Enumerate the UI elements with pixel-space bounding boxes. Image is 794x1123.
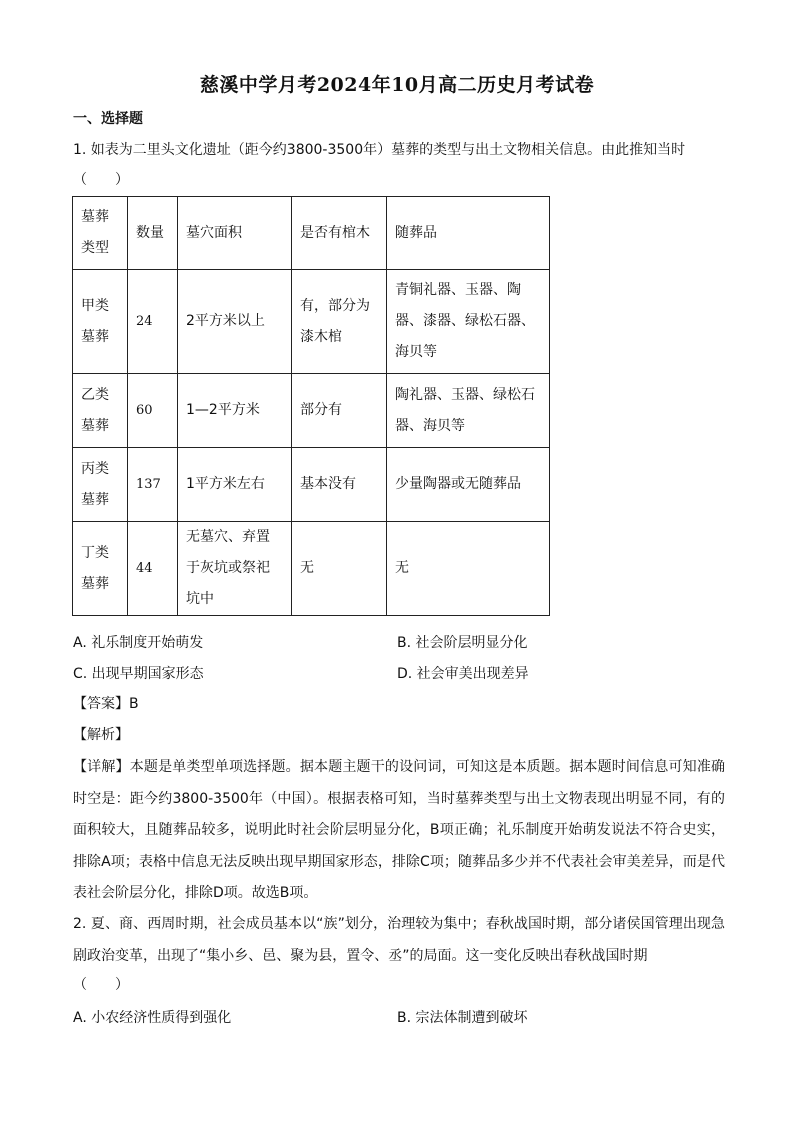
table-cell: 乙类墓葬 xyxy=(73,374,128,448)
header-cell: 随葬品 xyxy=(387,197,550,270)
page-title: 慈溪中学月考2024年10月高二历史月考试卷 xyxy=(199,74,595,96)
table-row xyxy=(73,448,550,522)
table-cell: 青铜礼器、玉器、陶器、漆器、绿松石器、海贝等 xyxy=(387,270,550,374)
table-cell: 无 xyxy=(387,522,550,616)
table-cell: 甲类墓葬 xyxy=(73,270,128,374)
header-cell: 是否有棺木 xyxy=(292,197,387,270)
table-cell: 丁类墓葬 xyxy=(73,522,128,616)
table-row xyxy=(73,374,550,448)
section-heading: 一、选择题 xyxy=(73,111,143,127)
table-cell: 丙类墓葬 xyxy=(73,448,128,522)
question-2-stem: 2. 夏、商、西周时期，社会成员基本以“族”划分，治理较为集中；春秋战国时期，部分诸侯国管理出现急剧政治变革，出现了“集小乡、邑、聚为县，置令、丞”的局面。这一变化反映出春秋战国时期 xyxy=(73,916,725,964)
table-cell: 60 xyxy=(128,374,178,448)
table-cell: 无 xyxy=(292,522,387,616)
answer-label: 【答案】B xyxy=(73,696,139,712)
q2-option-a: A. 小农经济性质得到强化 xyxy=(73,1010,232,1026)
tomb-table xyxy=(72,196,550,616)
question-2-paren: （ ） xyxy=(73,977,129,993)
table-cell: 陶礼器、玉器、绿松石器、海贝等 xyxy=(387,374,550,448)
table-cell: 44 xyxy=(128,522,178,616)
table-cell: 137 xyxy=(128,448,178,522)
analysis-label: 【解析】 xyxy=(73,727,129,743)
option-d: D. 社会审美出现差异 xyxy=(397,666,529,682)
table-header-row xyxy=(73,197,550,270)
header-cell: 墓穴面积 xyxy=(178,197,292,270)
table-cell: 部分有 xyxy=(292,374,387,448)
table-cell: 1—2平方米 xyxy=(178,374,292,448)
question-1-paren: （ ） xyxy=(73,172,129,188)
table-cell: 基本没有 xyxy=(292,448,387,522)
table-row xyxy=(73,270,550,374)
q2-option-b: B. 宗法体制遭到破坏 xyxy=(397,1010,528,1026)
option-a: A. 礼乐制度开始萌发 xyxy=(73,635,204,651)
table-row xyxy=(73,522,550,616)
option-b: B. 社会阶层明显分化 xyxy=(397,635,528,651)
table-cell: 少量陶器或无随葬品 xyxy=(387,448,550,522)
table-cell: 有，部分为漆木棺 xyxy=(292,270,387,374)
header-cell: 墓葬类型 xyxy=(73,197,128,270)
detail-paragraph: 【详解】本题是单类型单项选择题。据本题主题干的设问词，可知这是本质题。据本题时间信息可知准确时空是：距今约3800-3500年（中国）。根据表格可知，当时墓葬类型与出土文物表现出明显不同，有的面积较大，且随葬品较多，说明此时社会阶层明显分化，B项正确；礼乐制度开始萌发说法不符合史实，排除A项；表格中信息无法反映出现早期国家形态，排除C项；随葬品多少并不代表社会审美差异，而是代表社会阶层分化，排除D项。故选B项。 xyxy=(73,759,725,901)
option-c: C. 出现早期国家形态 xyxy=(73,666,204,682)
table-cell: 24 xyxy=(128,270,178,374)
header-cell: 数量 xyxy=(128,197,178,270)
table-cell: 无墓穴、弃置于灰坑或祭祀坑中 xyxy=(178,522,292,616)
table-cell: 1平方米左右 xyxy=(178,448,292,522)
question-1-stem: 1. 如表为二里头文化遗址（距今约3800-3500年）墓葬的类型与出土文物相关信息。由此推知当时 xyxy=(73,142,686,158)
table-cell: 2平方米以上 xyxy=(178,270,292,374)
